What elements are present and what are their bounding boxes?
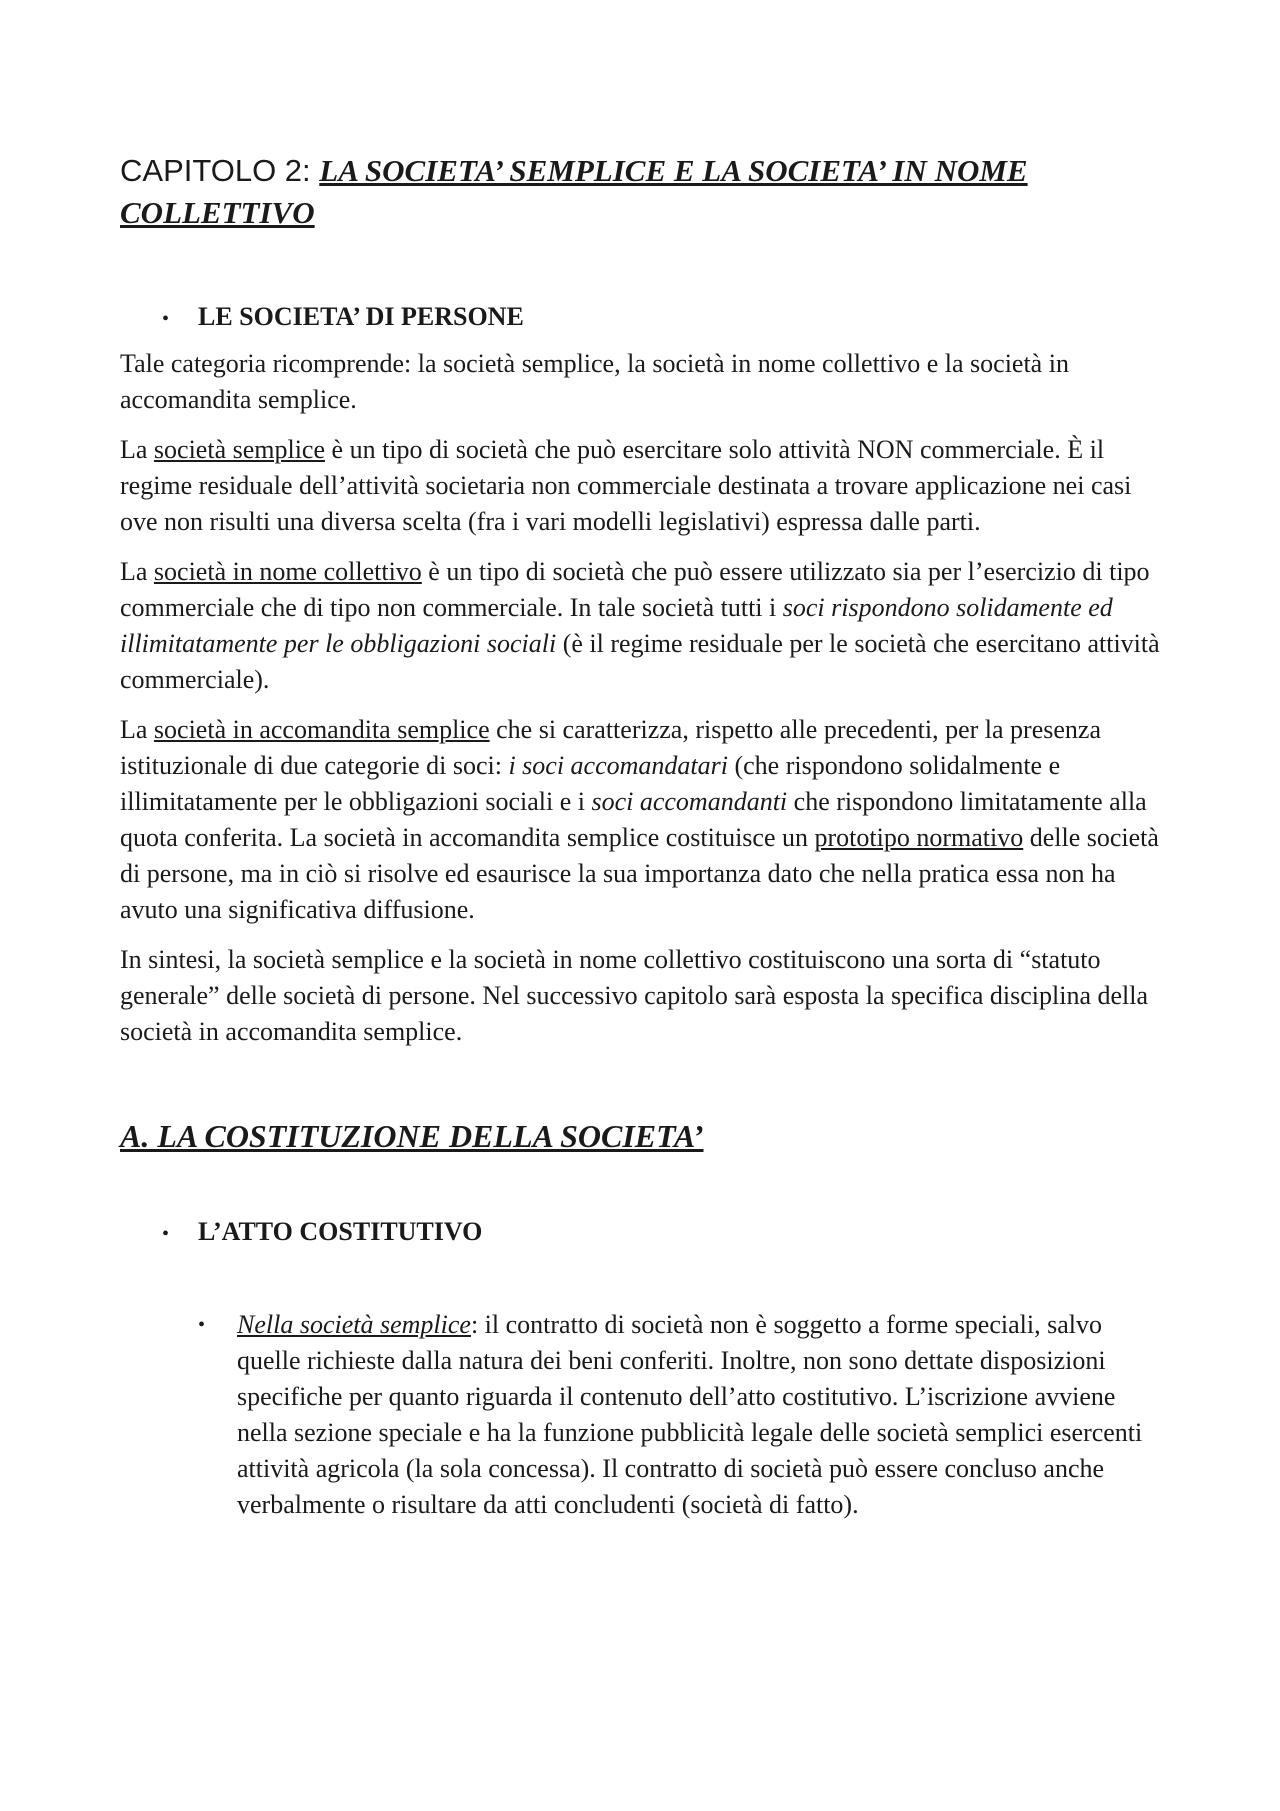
italic-term: soci rispondono solidamente ed illimitatamente per le obbligazioni sociali (120, 593, 1113, 658)
underlined-term: società semplice (153, 435, 326, 464)
section-title-costituzione: A. LA COSTITUZIONE DELLA SOCIETA’ (120, 1118, 704, 1154)
text-run: : il contratto di società non è soggetto a forme speciali, salvo quelle richieste dalla natura dei beni conferiti. Inoltre, non sono dettate disposizioni specifiche per quanto riguarda il contenuto dell’atto costitutivo. L’iscrizione avviene nella sezione speciale e ha la funzione pubblicità legale delle società semplici esercenti attività agricola (la sola concessa). Il contratto di società può essere concluso anche verbalmente o risultare da atti concludenti (società di fatto). (237, 1310, 1143, 1519)
section-heading-atto-costitutivo (120, 1217, 1170, 1247)
list-item-societa-semplice (120, 1307, 1170, 1523)
paragraph-societa-nome-collettivo (120, 554, 1170, 698)
text-run: delle società di persone, ma in ciò si risolve ed esaurisce la sua importanza dato che nella pratica essa non ha avuto una significativa diffusione. (120, 823, 1159, 924)
text-run: La (120, 715, 154, 744)
text-run: La (120, 557, 154, 586)
italic-term: i soci accomandatari (508, 751, 728, 780)
paragraph-societa-semplice (120, 432, 1170, 540)
paragraph-categoria: Tale categoria ricomprende: la società semplice, la società in nome collettivo e la società in accomandita semplice. (120, 349, 1069, 414)
bullet-icon: • (198, 1314, 206, 1336)
bullet-icon: • (162, 308, 170, 330)
text-run: è un tipo di società che può essere utilizzato sia per l’esercizio di tipo commerciale che di tipo non commerciale. In tale società tutti i (120, 557, 1150, 622)
section-heading-text: LE SOCIETA’ DI PERSONE (198, 302, 524, 331)
chapter-title-text: LA SOCIETA’ SEMPLICE E LA SOCIETA’ IN NOME COLLETTIVO (120, 153, 1028, 230)
text-run: La (120, 435, 154, 464)
document-page (120, 150, 1170, 1523)
text-run: è un tipo di società che può esercitare solo attività NON commerciale. È il regime residuale dell’attività societaria non commerciale destinata a trovare applicazione nei casi ove non risulti una diversa scelta (fra i vari modelli legislativi) espressa dalle parti. (120, 435, 1132, 536)
italic-term: soci accomandanti (591, 787, 788, 816)
list-item-text (237, 1307, 1170, 1523)
section-heading-societa-di-persone (120, 302, 1170, 332)
underlined-term: società in nome collettivo (153, 557, 422, 586)
underlined-term: prototipo normativo (814, 823, 1024, 852)
paragraph-sintesi: In sintesi, la società semplice e la società in nome collettivo costituiscono una sorta di “statuto generale” delle società di persone. Nel successivo capitolo sarà esposta la specifica disciplina della società in accomandita semplice. (120, 945, 1149, 1046)
text-run: che rispondono limitatamente alla quota conferita. La società in accomandita semplice costituisce un (120, 787, 1147, 852)
section-heading-text: L’ATTO COSTITUTIVO (198, 1217, 483, 1246)
chapter-prefix: CAPITOLO 2: (120, 153, 320, 188)
chapter-title (120, 150, 1170, 234)
text-run: (che rispondono solidalmente e illimitatamente per le obbligazioni sociali e i (120, 751, 1061, 816)
list-item-label: Nella società semplice (237, 1310, 471, 1339)
text-run: (è il regime residuale per le società che esercitano attività commerciale). (120, 629, 1160, 694)
text-run: che si caratterizza, rispetto alle precedenti, per la presenza istituzionale di due categorie di soci: (120, 715, 1101, 780)
bullet-icon: • (162, 1223, 170, 1245)
paragraph-societa-accomandita (120, 712, 1170, 928)
underlined-term: società in accomandita semplice (153, 715, 490, 744)
